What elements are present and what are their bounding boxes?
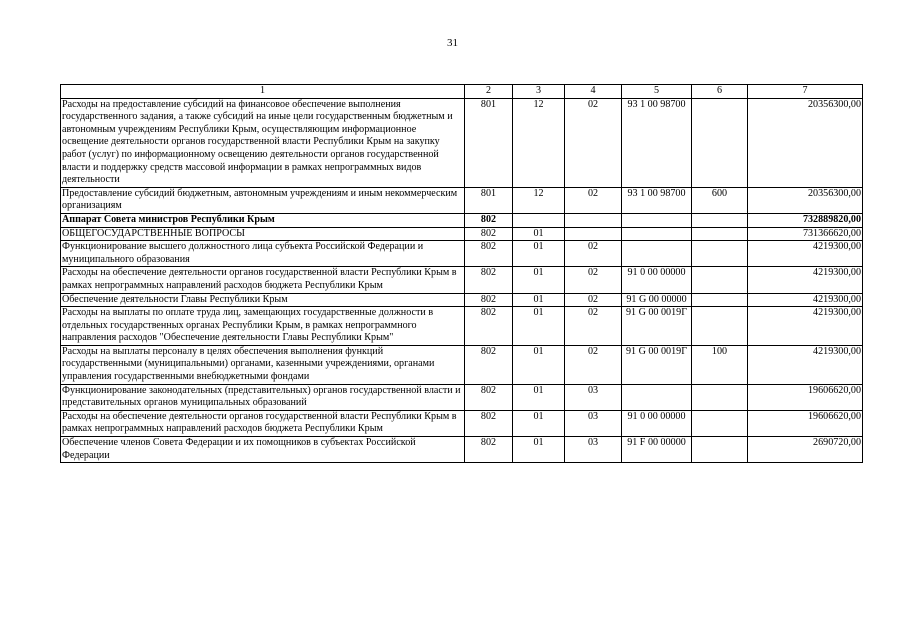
row-name: Функционирование законодательных (представительных) органов государственной власти и представительных органов муниципальных образований	[61, 384, 465, 410]
row-code-3: 01	[513, 267, 565, 293]
table-row	[61, 213, 863, 227]
row-code-4: 02	[565, 307, 622, 346]
row-amount: 19606620,00	[748, 384, 863, 410]
row-code-5	[622, 227, 692, 241]
row-code-6: 100	[692, 345, 748, 384]
row-code-6	[692, 98, 748, 187]
row-code-4: 02	[565, 293, 622, 307]
row-amount: 4219300,00	[748, 307, 863, 346]
row-code-3: 12	[513, 98, 565, 187]
budget-table	[60, 84, 863, 463]
row-code-6	[692, 410, 748, 436]
row-code-6: 600	[692, 187, 748, 213]
column-header-3: 3	[513, 85, 565, 99]
row-code-2: 802	[465, 307, 513, 346]
row-code-2: 802	[465, 437, 513, 463]
row-amount: 731366620,00	[748, 227, 863, 241]
row-code-2: 802	[465, 227, 513, 241]
row-code-2: 802	[465, 241, 513, 267]
row-code-5: 91 F 00 00000	[622, 437, 692, 463]
table-row	[61, 384, 863, 410]
row-code-3: 01	[513, 384, 565, 410]
row-amount: 4219300,00	[748, 267, 863, 293]
row-code-3: 01	[513, 241, 565, 267]
row-code-6	[692, 213, 748, 227]
row-code-4: 02	[565, 267, 622, 293]
row-code-5: 93 1 00 98700	[622, 98, 692, 187]
row-code-3: 01	[513, 345, 565, 384]
column-header-6: 6	[692, 85, 748, 99]
row-name: Расходы на обеспечение деятельности органов государственной власти Республики Крым в рамках непрограммных направлений расходов бюджета Республики Крым	[61, 410, 465, 436]
row-code-2: 802	[465, 345, 513, 384]
row-code-5: 93 1 00 98700	[622, 187, 692, 213]
row-name: Функционирование высшего должностного лица субъекта Российской Федерации и муниципального образования	[61, 241, 465, 267]
row-code-4: 02	[565, 187, 622, 213]
column-header-5: 5	[622, 85, 692, 99]
row-name: Аппарат Совета министров Республики Крым	[61, 213, 465, 227]
row-code-4: 03	[565, 410, 622, 436]
row-code-4: 03	[565, 437, 622, 463]
row-code-2: 802	[465, 267, 513, 293]
row-code-6	[692, 267, 748, 293]
row-code-5: 91 G 00 00000	[622, 293, 692, 307]
header-row	[61, 85, 863, 99]
row-code-3	[513, 213, 565, 227]
row-code-2: 801	[465, 187, 513, 213]
row-code-4	[565, 213, 622, 227]
row-name: Расходы на предоставление субсидий на финансовое обеспечение выполнения государственного задания, а также субсидий на иные цели государственным бюджетным и автономным учреждениям Республики Крым, осуществляющим информационное освещение деятельности органов государственной власти Республики Крым на закупку работ (услуг) по информационному освещению деятельности органов государственной власти и поддержку средств массовой информации в рамках непрограммных видов деятельности	[61, 98, 465, 187]
table-body	[61, 98, 863, 463]
row-code-6	[692, 307, 748, 346]
row-code-4: 02	[565, 345, 622, 384]
column-header-7: 7	[748, 85, 863, 99]
row-name: Обеспечение деятельности Главы Республики Крым	[61, 293, 465, 307]
row-amount: 19606620,00	[748, 410, 863, 436]
row-name: Расходы на обеспечение деятельности органов государственной власти Республики Крым в рамках непрограммных направлений расходов бюджета Республики Крым	[61, 267, 465, 293]
row-name: ОБЩЕГОСУДАРСТВЕННЫЕ ВОПРОСЫ	[61, 227, 465, 241]
row-code-2: 801	[465, 98, 513, 187]
row-code-3: 12	[513, 187, 565, 213]
row-amount: 20356300,00	[748, 98, 863, 187]
row-code-3: 01	[513, 410, 565, 436]
table-row	[61, 410, 863, 436]
table-row	[61, 293, 863, 307]
row-code-5: 91 G 00 0019Г	[622, 345, 692, 384]
row-code-6	[692, 293, 748, 307]
row-amount: 20356300,00	[748, 187, 863, 213]
column-header-4: 4	[565, 85, 622, 99]
column-header-2: 2	[465, 85, 513, 99]
row-code-3: 01	[513, 307, 565, 346]
table-row	[61, 267, 863, 293]
table-row	[61, 227, 863, 241]
row-code-2: 802	[465, 213, 513, 227]
row-code-6	[692, 227, 748, 241]
table-row	[61, 307, 863, 346]
row-code-6	[692, 437, 748, 463]
row-code-5	[622, 384, 692, 410]
row-amount: 2690720,00	[748, 437, 863, 463]
row-amount: 4219300,00	[748, 293, 863, 307]
row-code-6	[692, 384, 748, 410]
row-code-2: 802	[465, 384, 513, 410]
table-row	[61, 437, 863, 463]
row-name: Предоставление субсидий бюджетным, автономным учреждениям и иным некоммерческим организациям	[61, 187, 465, 213]
page-number: 31	[447, 37, 458, 49]
table-row	[61, 187, 863, 213]
row-code-6	[692, 241, 748, 267]
row-code-2: 802	[465, 410, 513, 436]
row-code-5: 91 0 00 00000	[622, 267, 692, 293]
row-amount: 4219300,00	[748, 345, 863, 384]
row-name: Обеспечение членов Совета Федерации и их помощников в субъектах Российской Федерации	[61, 437, 465, 463]
row-name: Расходы на выплаты по оплате труда лиц, замещающих государственные должности в отдельных государственных органах Республики Крым, в рамках непрограммного направления расходов "Обеспечение деятельности Главы Республики Крым"	[61, 307, 465, 346]
row-amount: 732889820,00	[748, 213, 863, 227]
table-row	[61, 241, 863, 267]
row-code-5	[622, 213, 692, 227]
row-code-5: 91 0 00 00000	[622, 410, 692, 436]
row-code-2: 802	[465, 293, 513, 307]
table-row	[61, 345, 863, 384]
row-code-3: 01	[513, 293, 565, 307]
row-code-4	[565, 227, 622, 241]
row-code-4: 02	[565, 98, 622, 187]
row-code-4: 02	[565, 241, 622, 267]
row-name: Расходы на выплаты персоналу в целях обеспечения выполнения функций государственными (муниципальными) органами, казенными учреждениями, органами управления государственными внебюджетными фондами	[61, 345, 465, 384]
column-header-1: 1	[61, 85, 465, 99]
row-code-3: 01	[513, 227, 565, 241]
row-code-5	[622, 241, 692, 267]
table-row	[61, 98, 863, 187]
row-code-5: 91 G 00 0019Г	[622, 307, 692, 346]
row-amount: 4219300,00	[748, 241, 863, 267]
row-code-4: 03	[565, 384, 622, 410]
row-code-3: 01	[513, 437, 565, 463]
